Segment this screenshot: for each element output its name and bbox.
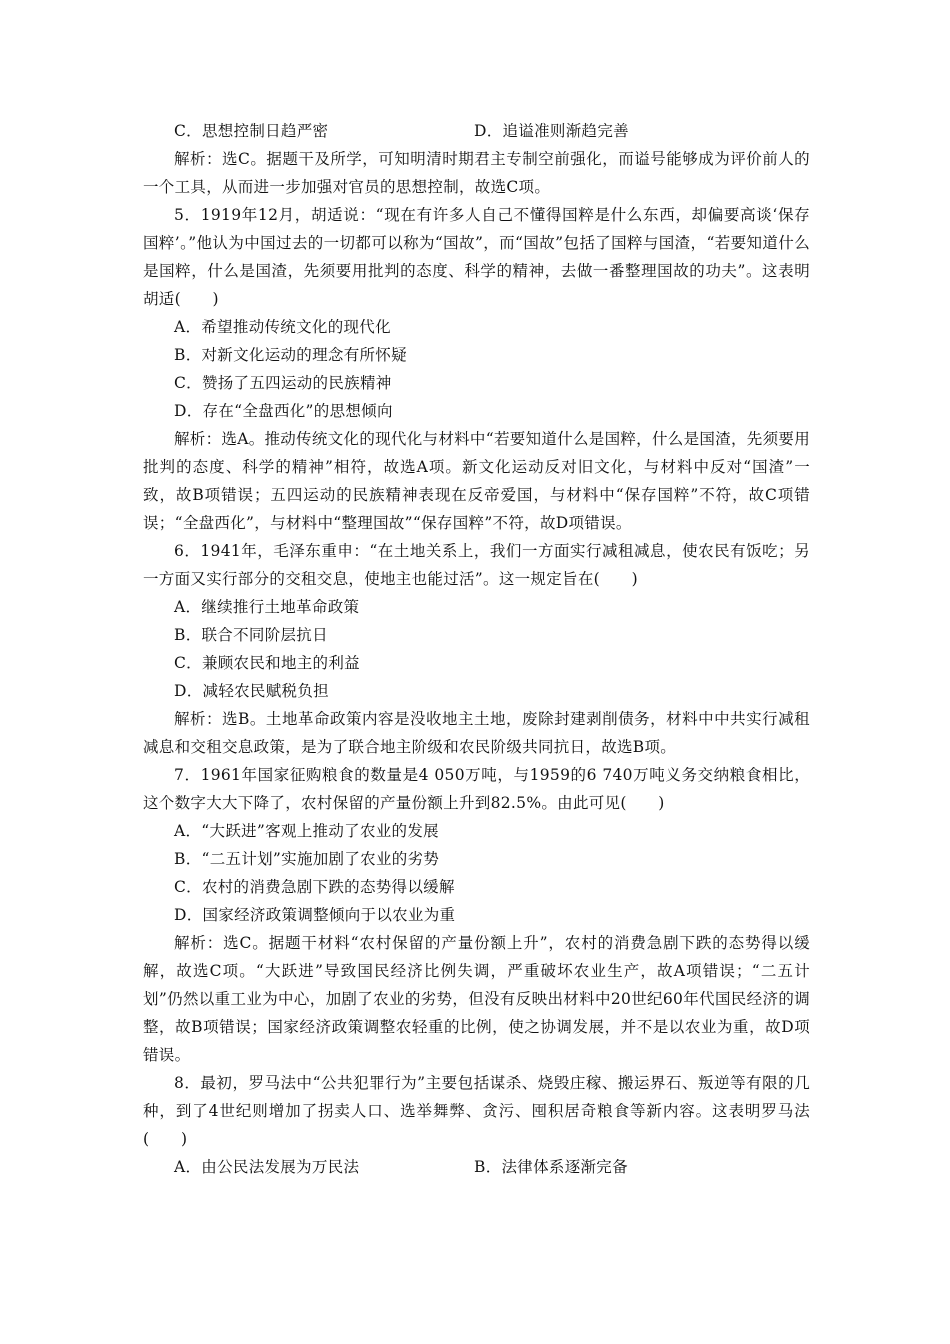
q7-option-b[interactable]: B．“二五计划”实施加剧了农业的劣势: [174, 850, 440, 868]
q4-option-c[interactable]: C．思想控制日趋严密: [174, 122, 329, 140]
q5-option-a[interactable]: A．希望推动传统文化的现代化: [174, 318, 391, 336]
q8-options-row: [143, 1153, 810, 1181]
q7-option-a[interactable]: A．“大跃进”客观上推动了农业的发展: [174, 822, 439, 840]
q8-stem: 8．最初，罗马法中“公共犯罪行为”主要包括谋杀、烧毁庄稼、搬运界石、叛逆等有限的几种，到了4世纪则增加了拐卖人口、选举舞弊、贪污、囤积居奇粮食等新内容。这表明罗马法( ): [143, 1074, 810, 1148]
q4-option-d[interactable]: D．追谥准则渐趋完善: [474, 122, 629, 140]
q5-option-d[interactable]: D．存在“全盘西化”的思想倾向: [174, 402, 393, 420]
q8-option-a[interactable]: A．由公民法发展为万民法: [174, 1158, 360, 1176]
q5-option-c[interactable]: C．赞扬了五四运动的民族精神: [174, 374, 392, 392]
q4-analysis: 解析：选C。据题干及所学，可知明清时期君主专制空前强化，而谥号能够成为评价前人的一个工具，从而进一步加强对官员的思想控制，故选C项。: [143, 150, 810, 196]
document-page: [143, 117, 810, 1181]
q6-option-b[interactable]: B．联合不同阶层抗日: [174, 626, 328, 644]
q6-analysis: 解析：选B。土地革命政策内容是没收地主土地，废除封建剥削债务，材料中中共实行减租减息和交租交息政策，是为了联合地主阶级和农民阶级共同抗日，故选B项。: [143, 710, 810, 756]
q7-analysis: 解析：选C。据题干材料“农村保留的产量份额上升”，农村的消费急剧下跌的态势得以缓解，故选C项。“大跃进”导致国民经济比例失调，严重破坏农业生产，故A项错误；“二五计划”仍然以重工业为中心，加剧了农业的劣势，但没有反映出材料中20世纪60年代国民经济的调整，故B项错误；国家经济政策调整农轻重的比例，使之协调发展，并不是以农业为重，故D项错误。: [143, 934, 810, 1064]
q6-option-c[interactable]: C．兼顾农民和地主的利益: [174, 654, 360, 672]
q5-analysis: 解析：选A。推动传统文化的现代化与材料中“若要知道什么是国粹，什么是国渣，先须要用批判的态度、科学的精神”相符，故选A项。新文化运动反对旧文化，与材料中反对“国渣”一致，故B项错误；五四运动的民族精神表现在反帝爱国，与材料中“保存国粹”不符，故C项错误；“全盘西化”，与材料中“整理国故”“保存国粹”不符，故D项错误。: [143, 430, 810, 532]
q6-stem: 6．1941年，毛泽东重申：“在土地关系上，我们一方面实行减租减息，使农民有饭吃；另一方面又实行部分的交租交息，使地主也能过活”。这一规定旨在( ): [143, 542, 810, 588]
q8-option-b[interactable]: B．法律体系逐渐完备: [474, 1158, 628, 1176]
q7-option-d[interactable]: D．国家经济政策调整倾向于以农业为重: [174, 906, 456, 924]
q6-option-a[interactable]: A．继续推行土地革命政策: [174, 598, 360, 616]
q7-stem: 7．1961年国家征购粮食的数量是4 050万吨，与1959的6 740万吨义务交纳粮食相比，这个数字大大下降了，农村保留的产量份额上升到82.5%。由此可见( ): [143, 766, 810, 812]
q6-option-d[interactable]: D．减轻农民赋税负担: [174, 682, 329, 700]
q5-option-b[interactable]: B．对新文化运动的理念有所怀疑: [174, 346, 407, 364]
q7-option-c[interactable]: C．农村的消费急剧下跌的态势得以缓解: [174, 878, 455, 896]
q4-options-row: [143, 117, 810, 145]
q5-stem: 5．1919年12月，胡适说：“现在有许多人自己不懂得国粹是什么东西，却偏要高谈‘保存国粹’。”他认为中国过去的一切都可以称为“国故”，而“国故”包括了国粹与国渣，“若要知道什么是国粹，什么是国渣，先须要用批判的态度、科学的精神，去做一番整理国故的功夫”。这表明胡适( ): [143, 206, 810, 308]
